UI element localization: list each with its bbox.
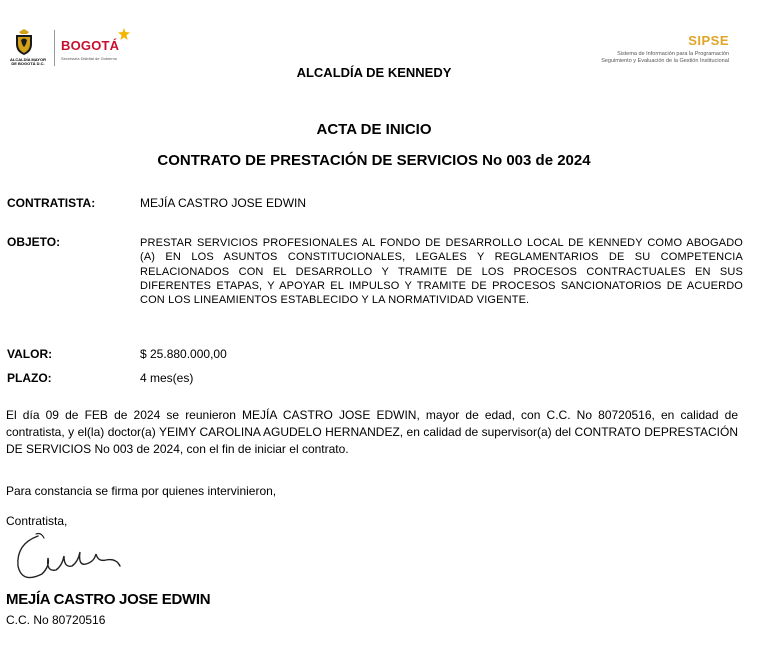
valor-value: $ 25.880.000,00 — [140, 347, 227, 361]
sipse-line-1: Sistema de Información para la Programación — [617, 51, 729, 57]
signer-id: C.C. No 80720516 — [6, 613, 106, 627]
bogota-wordmark: BOGOTÁ — [61, 38, 120, 53]
locality-heading: ALCALDÍA DE KENNEDY — [296, 65, 452, 80]
star-icon — [118, 28, 130, 40]
sipse-line-2: Seguimiento y Evaluación de la Gestión Institucional — [601, 58, 729, 64]
contratista-value: MEJÍA CASTRO JOSE EDWIN — [140, 196, 307, 210]
alcaldia-caption: ALCALDÍA MAYOR DE BOGOTÁ D.C. — [10, 57, 46, 66]
plazo-value: 4 mes(es) — [140, 371, 194, 385]
signature-role-label: Contratista, — [6, 514, 68, 528]
constancia-text: Para constancia se firma por quienes intervinieron, — [6, 484, 277, 498]
sipse-description — [529, 51, 729, 65]
body-paragraph: El día 09 de FEB de 2024 se reunieron MEJÍA CASTRO JOSE EDWIN, mayor de edad, con C.C. No 80720516, en calidad de contratista, y el(la) doctor(a) YEIMY CAROLINA AGUDELO HERNANDEZ, en calidad de supervisor(a) del CONTRATO DEPRESTACIÓN DE SERVICIOS No 003 de 2024, con el fin de iniciar el contrato. — [6, 408, 738, 456]
signer-name: MEJÍA CASTRO JOSE EDWIN — [6, 591, 211, 608]
logo-divider — [54, 30, 55, 66]
plazo-label: PLAZO: — [7, 371, 52, 385]
bogota-logo — [8, 28, 132, 70]
document-title: ACTA DE INICIO — [316, 121, 432, 138]
contract-title: CONTRATO DE PRESTACIÓN DE SERVICIOS No 003 de 2024 — [157, 152, 591, 169]
sipse-logo-title: SIPSE — [688, 33, 729, 48]
bogota-subtext: Secretaría Distrital de Gobierno — [61, 56, 118, 61]
valor-label: VALOR: — [7, 347, 53, 361]
handwritten-signature — [8, 522, 128, 592]
contratista-label: CONTRATISTA: — [7, 196, 96, 210]
objeto-value: PRESTAR SERVICIOS PROFESIONALES AL FONDO DE DESARROLLO LOCAL DE KENNEDY COMO ABOGADO (A) EN LOS ASUNTOS CONSTITUCIONALES, LEGALES Y REGLAMENTARIOS DE SU COMPETENCIA RELACIONADOS CON EL DESARROLLO Y TRAMITE DE LOS PROCESOS CONTRACTUALES EN SUS DIFERENTES ETAPAS, Y APOYAR EL IMPULSO Y TRAMITE DE PROCESOS SANCIONATORIOS DE ACUERDO CON LOS LINEAMIENTOS ESTABLECIDO Y LA NORMATIVIDAD VIGENTE. — [140, 237, 743, 307]
objeto-label: OBJETO: — [7, 235, 61, 249]
coat-of-arms-icon — [12, 28, 36, 56]
